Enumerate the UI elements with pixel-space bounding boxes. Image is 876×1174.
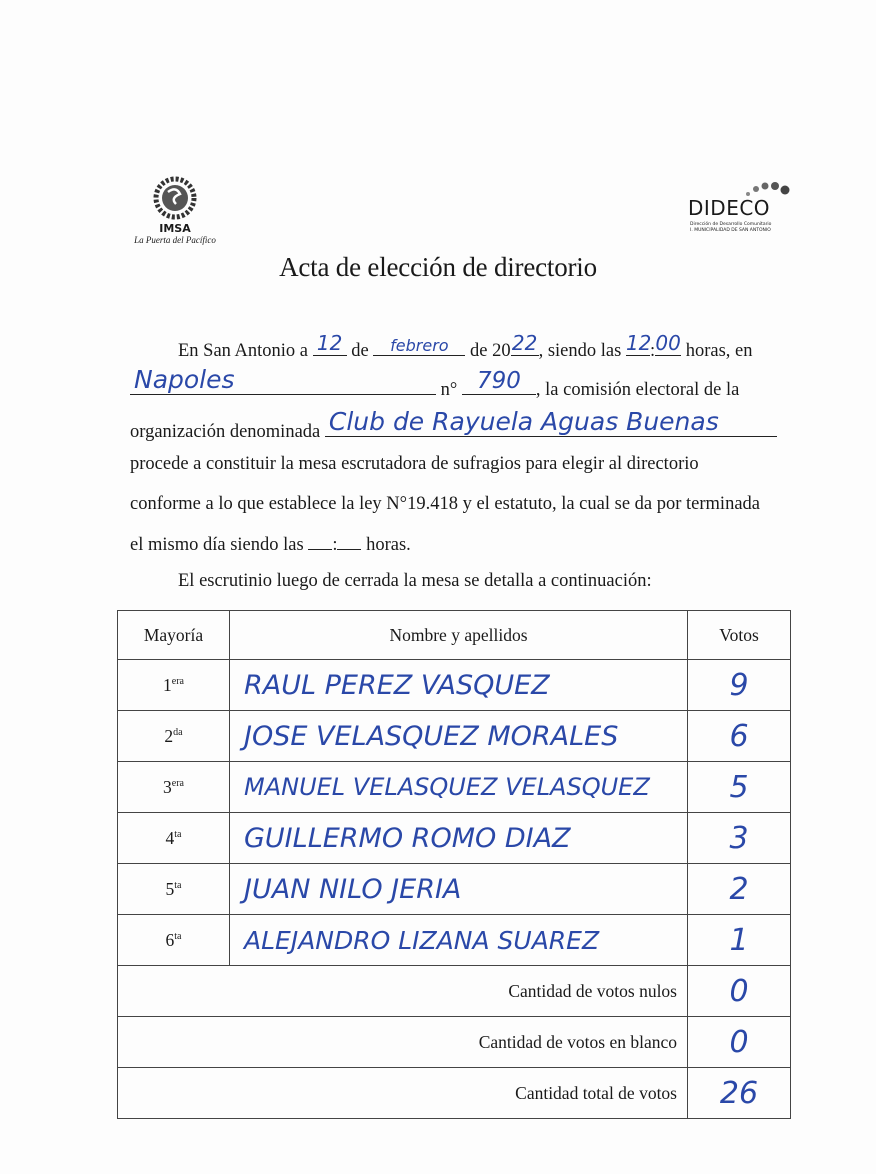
null-votes-label: Cantidad de votos nulos: [118, 966, 688, 1017]
rank-number: 4: [165, 827, 175, 848]
total-votes-label: Cantidad total de votos: [118, 1068, 688, 1119]
candidate-name: JOSE VELASQUEZ MORALES: [230, 711, 688, 762]
blank-votes-row: [118, 1017, 791, 1068]
intro-line-2: [130, 365, 785, 401]
number-value: 790: [476, 368, 521, 394]
rank-suffix: da: [173, 726, 183, 738]
rank-suffix: ta: [174, 930, 182, 942]
candidate-votes: 9: [688, 660, 791, 711]
rank-suffix: era: [171, 777, 184, 789]
candidate-votes: 5: [688, 762, 791, 813]
rank-cell: [118, 813, 230, 864]
hour-value: 12: [625, 331, 652, 355]
rank-number: 3: [163, 776, 172, 797]
month-field: [373, 337, 465, 356]
dideco-sub1: Dirección de Desarrollo Comunitario: [690, 222, 772, 227]
dideco-sub2: I. MUNICIPALIDAD DE SAN ANTONIO: [690, 228, 771, 233]
day-value: 12: [316, 331, 343, 355]
day-field: [313, 331, 347, 356]
document-title: Acta de elección de directorio: [279, 252, 597, 282]
minute-field: [655, 331, 681, 356]
intro-text-1d: , siendo las: [538, 341, 622, 361]
intro-text-1c: de 20: [469, 341, 511, 361]
imsa-tagline: La Puerta del Pacífico: [134, 235, 216, 245]
results-table: [117, 610, 791, 1119]
intro-text-3a: organización denominada: [130, 422, 321, 442]
dideco-logo-text: DIDECO: [688, 196, 771, 220]
year-value: 22: [511, 331, 538, 355]
rank-number: 6: [165, 929, 175, 950]
rank-cell: [118, 864, 230, 915]
street-field: [130, 365, 436, 395]
rank-number: 5: [165, 878, 175, 899]
rank-suffix: ta: [174, 879, 182, 891]
null-votes-row: [118, 966, 791, 1017]
candidate-name: MANUEL VELASQUEZ VELASQUEZ: [230, 762, 688, 813]
intro-line-5: conforme a lo que establece la ley N°19.418 y el estatuto, la cual se da por terminada: [130, 494, 760, 514]
candidate-votes: 2: [688, 864, 791, 915]
table-row: [118, 864, 791, 915]
intro-line-1: [178, 331, 833, 362]
end-hour-field: [308, 533, 332, 550]
intro-line-7: El escrutinio luego de cerrada la mesa se detalla a continuación:: [178, 571, 652, 591]
candidate-votes: 3: [688, 813, 791, 864]
year-field: [511, 331, 539, 356]
hour-field: [625, 331, 652, 356]
header-name: Nombre y apellidos: [230, 611, 688, 660]
intro-text-6c: horas.: [366, 535, 411, 555]
header-rank: Mayoría: [118, 611, 230, 660]
table-row: [118, 711, 791, 762]
candidate-votes: 1: [688, 915, 791, 966]
intro-line-3: [130, 407, 785, 443]
minute-value: 00: [655, 331, 681, 355]
candidate-name: ALEJANDRO LIZANA SUAREZ: [230, 915, 688, 966]
rank-suffix: era: [171, 675, 184, 687]
imsa-logo: [120, 168, 230, 248]
table-header-row: [118, 611, 791, 660]
rank-number: 2: [164, 725, 174, 746]
table-row: [118, 660, 791, 711]
intro-line-6: [130, 533, 785, 556]
rank-number: 1: [163, 674, 172, 695]
blank-votes-label: Cantidad de votos en blanco: [118, 1017, 688, 1068]
null-votes-value: 0: [688, 966, 791, 1017]
intro-text-1a: En San Antonio a: [178, 341, 309, 361]
total-votes-value: 26: [688, 1068, 791, 1119]
month-value: febrero: [390, 336, 449, 355]
intro-text-6a: el mismo día siendo las: [130, 535, 304, 555]
intro-line-4: procede a constituir la mesa escrutadora de sufragios para elegir al directorio: [130, 454, 699, 474]
imsa-logo-text: IMSA: [159, 222, 191, 235]
table-row: [118, 813, 791, 864]
intro-text-2b: , la comisión electoral de la: [535, 380, 740, 400]
total-votes-row: [118, 1068, 791, 1119]
candidate-name: RAUL PEREZ VASQUEZ: [230, 660, 688, 711]
header-votes: Votos: [688, 611, 791, 660]
rank-cell: [118, 762, 230, 813]
intro-text-1e: horas, en: [685, 341, 753, 361]
organization-value: Club de Rayuela Aguas Buenas: [328, 407, 719, 436]
table-row: [118, 762, 791, 813]
candidate-name: JUAN NILO JERIA: [230, 864, 688, 915]
blank-votes-value: 0: [688, 1017, 791, 1068]
candidate-votes: 6: [688, 711, 791, 762]
end-time-colon: :: [332, 535, 338, 555]
number-label: n°: [440, 380, 458, 400]
organization-field: [325, 407, 777, 437]
dideco-logo: [684, 178, 804, 236]
rank-suffix: ta: [174, 828, 182, 840]
end-minute-field: [337, 533, 361, 550]
number-field: [462, 368, 536, 395]
candidate-name: GUILLERMO ROMO DIAZ: [230, 813, 688, 864]
rank-cell: [118, 711, 230, 762]
intro-text-1b: de: [351, 341, 369, 361]
rank-cell: [118, 660, 230, 711]
time-colon: :: [649, 341, 656, 361]
table-row: [118, 915, 791, 966]
rank-cell: [118, 915, 230, 966]
street-value: Napoles: [134, 365, 235, 394]
